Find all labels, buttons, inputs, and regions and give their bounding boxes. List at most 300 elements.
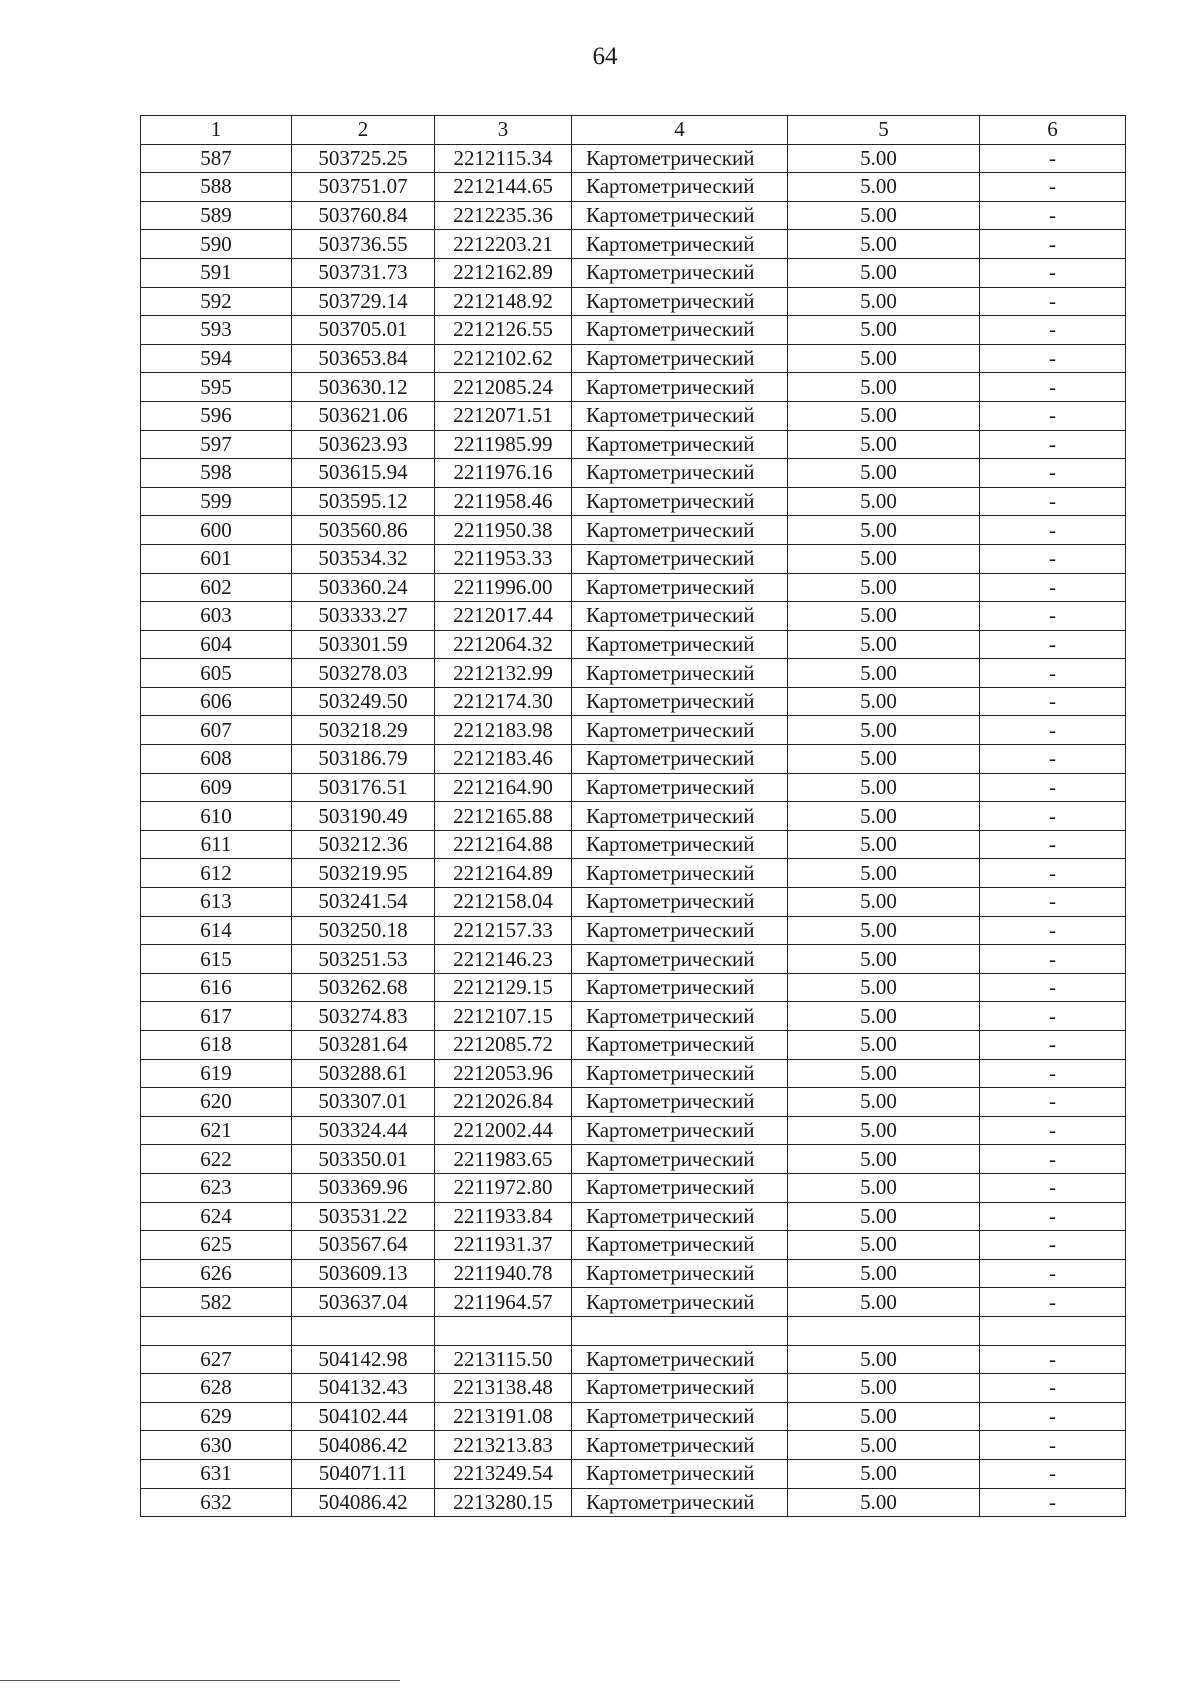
cell-accuracy: 5.00 xyxy=(788,1173,980,1202)
cell-coord-y: 2212164.89 xyxy=(435,859,572,888)
cell-coord-y: 2211983.65 xyxy=(435,1145,572,1174)
cell-coord-y: 2213280.15 xyxy=(435,1488,572,1517)
cell-point-number: 618 xyxy=(141,1031,292,1060)
cell-coord-x: 504086.42 xyxy=(292,1431,435,1460)
cell-note: - xyxy=(980,745,1126,774)
cell-method: Картометрический xyxy=(572,1088,788,1117)
cell-coord-x: 503262.68 xyxy=(292,973,435,1002)
table-row xyxy=(141,1374,1126,1403)
cell-coord-x: 503218.29 xyxy=(292,716,435,745)
cell-point-number: 602 xyxy=(141,573,292,602)
cell-coord-x: 504142.98 xyxy=(292,1345,435,1374)
cell-coord-x: 503219.95 xyxy=(292,859,435,888)
cell-coord-y: 2212146.23 xyxy=(435,945,572,974)
table-row xyxy=(141,258,1126,287)
table-row xyxy=(141,945,1126,974)
cell-method: Картометрический xyxy=(572,687,788,716)
table-row xyxy=(141,859,1126,888)
cell-accuracy: 5.00 xyxy=(788,716,980,745)
cell-method: Картометрический xyxy=(572,1431,788,1460)
cell-accuracy: 5.00 xyxy=(788,1145,980,1174)
cell-point-number: 594 xyxy=(141,344,292,373)
cell-coord-y: 2213213.83 xyxy=(435,1431,572,1460)
header-cell-3: 3 xyxy=(435,116,572,145)
table-header xyxy=(141,116,1126,145)
header-cell-6: 6 xyxy=(980,116,1126,145)
footer-line xyxy=(0,1680,400,1681)
cell-method: Картометрический xyxy=(572,602,788,631)
cell-method: Картометрический xyxy=(572,1374,788,1403)
cell-accuracy: 5.00 xyxy=(788,230,980,259)
cell-note: - xyxy=(980,916,1126,945)
cell-coord-x: 503249.50 xyxy=(292,687,435,716)
cell-coord-x xyxy=(292,1316,435,1345)
cell-method: Картометрический xyxy=(572,487,788,516)
cell-note: - xyxy=(980,487,1126,516)
cell-method: Картометрический xyxy=(572,401,788,430)
cell-coord-x: 503301.59 xyxy=(292,630,435,659)
cell-note: - xyxy=(980,459,1126,488)
cell-method: Картометрический xyxy=(572,945,788,974)
cell-point-number xyxy=(141,1316,292,1345)
cell-point-number: 632 xyxy=(141,1488,292,1517)
table-row xyxy=(141,1288,1126,1317)
cell-method: Картометрический xyxy=(572,1231,788,1260)
cell-point-number: 612 xyxy=(141,859,292,888)
cell-note: - xyxy=(980,602,1126,631)
cell-coord-y: 2212132.99 xyxy=(435,659,572,688)
cell-coord-y: 2212085.24 xyxy=(435,373,572,402)
table-row xyxy=(141,1431,1126,1460)
cell-coord-x: 503274.83 xyxy=(292,1002,435,1031)
table-row xyxy=(141,144,1126,173)
table-row xyxy=(141,516,1126,545)
cell-point-number: 626 xyxy=(141,1259,292,1288)
cell-coord-y: 2212017.44 xyxy=(435,602,572,631)
cell-point-number: 631 xyxy=(141,1459,292,1488)
cell-accuracy: 5.00 xyxy=(788,573,980,602)
cell-note: - xyxy=(980,1345,1126,1374)
cell-point-number: 599 xyxy=(141,487,292,516)
cell-note: - xyxy=(980,1031,1126,1060)
header-cell-4: 4 xyxy=(572,116,788,145)
cell-accuracy: 5.00 xyxy=(788,487,980,516)
cell-method: Картометрический xyxy=(572,573,788,602)
cell-coord-x: 503190.49 xyxy=(292,802,435,831)
cell-method: Картометрический xyxy=(572,1031,788,1060)
cell-coord-y: 2213249.54 xyxy=(435,1459,572,1488)
table-row xyxy=(141,1031,1126,1060)
cell-point-number: 609 xyxy=(141,773,292,802)
cell-accuracy xyxy=(788,1316,980,1345)
cell-coord-x: 503637.04 xyxy=(292,1288,435,1317)
cell-point-number: 590 xyxy=(141,230,292,259)
table-row xyxy=(141,1002,1126,1031)
table-row xyxy=(141,1116,1126,1145)
cell-coord-y: 2212164.88 xyxy=(435,830,572,859)
cell-method: Картометрический xyxy=(572,373,788,402)
cell-coord-y: 2211985.99 xyxy=(435,430,572,459)
table-row xyxy=(141,659,1126,688)
cell-accuracy: 5.00 xyxy=(788,1374,980,1403)
cell-accuracy: 5.00 xyxy=(788,1431,980,1460)
cell-accuracy: 5.00 xyxy=(788,916,980,945)
page-number: 64 xyxy=(592,43,618,70)
cell-point-number: 592 xyxy=(141,287,292,316)
cell-accuracy: 5.00 xyxy=(788,1088,980,1117)
cell-note: - xyxy=(980,516,1126,545)
cell-method: Картометрический xyxy=(572,1116,788,1145)
cell-note: - xyxy=(980,802,1126,831)
cell-note: - xyxy=(980,888,1126,917)
table-row xyxy=(141,1059,1126,1088)
cell-point-number: 604 xyxy=(141,630,292,659)
table-row xyxy=(141,230,1126,259)
cell-method: Картометрический xyxy=(572,1402,788,1431)
table-row xyxy=(141,316,1126,345)
cell-coord-y: 2211933.84 xyxy=(435,1202,572,1231)
cell-method: Картометрический xyxy=(572,201,788,230)
cell-accuracy: 5.00 xyxy=(788,830,980,859)
cell-coord-y: 2212064.32 xyxy=(435,630,572,659)
cell-method: Картометрический xyxy=(572,888,788,917)
table-row xyxy=(141,373,1126,402)
cell-note: - xyxy=(980,973,1126,1002)
table-row xyxy=(141,173,1126,202)
cell-note: - xyxy=(980,1002,1126,1031)
cell-coord-y: 2212157.33 xyxy=(435,916,572,945)
cell-note: - xyxy=(980,173,1126,202)
table-body xyxy=(141,144,1126,1517)
cell-note: - xyxy=(980,630,1126,659)
cell-accuracy: 5.00 xyxy=(788,1459,980,1488)
cell-method: Картометрический xyxy=(572,630,788,659)
cell-coord-y: 2212162.89 xyxy=(435,258,572,287)
cell-coord-y: 2212183.98 xyxy=(435,716,572,745)
cell-accuracy: 5.00 xyxy=(788,1288,980,1317)
cell-point-number: 622 xyxy=(141,1145,292,1174)
table-row xyxy=(141,1145,1126,1174)
cell-point-number: 610 xyxy=(141,802,292,831)
cell-coord-x: 503623.93 xyxy=(292,430,435,459)
cell-coord-x: 503250.18 xyxy=(292,916,435,945)
cell-point-number: 611 xyxy=(141,830,292,859)
cell-coord-y: 2212144.65 xyxy=(435,173,572,202)
cell-method: Картометрический xyxy=(572,745,788,774)
cell-coord-y: 2212002.44 xyxy=(435,1116,572,1145)
cell-method: Картометрический xyxy=(572,1059,788,1088)
cell-coord-x: 503360.24 xyxy=(292,573,435,602)
header-row xyxy=(141,116,1126,145)
table-row xyxy=(141,1488,1126,1517)
table-row xyxy=(141,1231,1126,1260)
table-row xyxy=(141,1202,1126,1231)
cell-point-number: 630 xyxy=(141,1431,292,1460)
cell-point-number: 597 xyxy=(141,430,292,459)
cell-note: - xyxy=(980,716,1126,745)
cell-coord-y: 2213138.48 xyxy=(435,1374,572,1403)
cell-coord-x: 503705.01 xyxy=(292,316,435,345)
cell-coord-x: 503615.94 xyxy=(292,459,435,488)
cell-accuracy: 5.00 xyxy=(788,287,980,316)
table-row xyxy=(141,344,1126,373)
table-row xyxy=(141,1088,1126,1117)
cell-point-number: 617 xyxy=(141,1002,292,1031)
table-row xyxy=(141,916,1126,945)
cell-accuracy: 5.00 xyxy=(788,1031,980,1060)
cell-point-number: 591 xyxy=(141,258,292,287)
cell-note: - xyxy=(980,201,1126,230)
cell-note: - xyxy=(980,1231,1126,1260)
cell-coord-x: 503729.14 xyxy=(292,287,435,316)
cell-coord-y: 2213191.08 xyxy=(435,1402,572,1431)
cell-coord-x: 503350.01 xyxy=(292,1145,435,1174)
cell-point-number: 600 xyxy=(141,516,292,545)
cell-note: - xyxy=(980,1431,1126,1460)
cell-note: - xyxy=(980,344,1126,373)
cell-coord-y: 2213115.50 xyxy=(435,1345,572,1374)
cell-note: - xyxy=(980,144,1126,173)
table-row xyxy=(141,745,1126,774)
cell-method: Картометрический xyxy=(572,230,788,259)
cell-note: - xyxy=(980,373,1126,402)
cell-accuracy: 5.00 xyxy=(788,945,980,974)
coordinates-table xyxy=(140,115,1126,1517)
table-row xyxy=(141,1345,1126,1374)
cell-point-number: 615 xyxy=(141,945,292,974)
cell-accuracy: 5.00 xyxy=(788,1259,980,1288)
cell-accuracy: 5.00 xyxy=(788,1116,980,1145)
cell-method: Картометрический xyxy=(572,1202,788,1231)
cell-method: Картометрический xyxy=(572,1259,788,1288)
cell-coord-y: 2211964.57 xyxy=(435,1288,572,1317)
cell-coord-y xyxy=(435,1316,572,1345)
table-row xyxy=(141,1259,1126,1288)
table-row xyxy=(141,573,1126,602)
cell-note: - xyxy=(980,945,1126,974)
cell-method: Картометрический xyxy=(572,859,788,888)
cell-coord-y: 2212102.62 xyxy=(435,344,572,373)
cell-point-number: 603 xyxy=(141,602,292,631)
cell-note: - xyxy=(980,687,1126,716)
cell-accuracy: 5.00 xyxy=(788,401,980,430)
cell-coord-x: 503760.84 xyxy=(292,201,435,230)
table-row xyxy=(141,1459,1126,1488)
table-row xyxy=(141,973,1126,1002)
cell-note: - xyxy=(980,1488,1126,1517)
cell-point-number: 614 xyxy=(141,916,292,945)
cell-point-number: 601 xyxy=(141,544,292,573)
cell-point-number: 598 xyxy=(141,459,292,488)
cell-coord-y: 2211972.80 xyxy=(435,1173,572,1202)
cell-coord-x: 503307.01 xyxy=(292,1088,435,1117)
cell-method: Картометрический xyxy=(572,1488,788,1517)
cell-accuracy: 5.00 xyxy=(788,802,980,831)
cell-note: - xyxy=(980,1116,1126,1145)
cell-coord-y: 2211996.00 xyxy=(435,573,572,602)
cell-accuracy: 5.00 xyxy=(788,373,980,402)
cell-method: Картометрический xyxy=(572,258,788,287)
cell-method: Картометрический xyxy=(572,430,788,459)
table-row xyxy=(141,802,1126,831)
cell-method xyxy=(572,1316,788,1345)
cell-method: Картометрический xyxy=(572,544,788,573)
cell-point-number: 616 xyxy=(141,973,292,1002)
cell-coord-x: 504071.11 xyxy=(292,1459,435,1488)
cell-note: - xyxy=(980,659,1126,688)
cell-coord-y: 2212174.30 xyxy=(435,687,572,716)
table-row xyxy=(141,1173,1126,1202)
cell-point-number: 587 xyxy=(141,144,292,173)
cell-note: - xyxy=(980,1202,1126,1231)
cell-method: Картометрический xyxy=(572,173,788,202)
cell-point-number: 596 xyxy=(141,401,292,430)
cell-coord-x: 503560.86 xyxy=(292,516,435,545)
cell-coord-x: 503251.53 xyxy=(292,945,435,974)
cell-accuracy: 5.00 xyxy=(788,516,980,545)
cell-point-number: 589 xyxy=(141,201,292,230)
cell-note: - xyxy=(980,1259,1126,1288)
cell-accuracy: 5.00 xyxy=(788,745,980,774)
cell-coord-x: 503736.55 xyxy=(292,230,435,259)
cell-method: Картометрический xyxy=(572,973,788,1002)
cell-method: Картометрический xyxy=(572,773,788,802)
table-row xyxy=(141,830,1126,859)
cell-coord-y: 2211950.38 xyxy=(435,516,572,545)
cell-coord-y: 2212129.15 xyxy=(435,973,572,1002)
cell-point-number: 629 xyxy=(141,1402,292,1431)
cell-method: Картометрический xyxy=(572,802,788,831)
cell-method: Картометрический xyxy=(572,516,788,545)
table-row xyxy=(141,630,1126,659)
cell-method: Картометрический xyxy=(572,459,788,488)
cell-method: Картометрический xyxy=(572,659,788,688)
table-row xyxy=(141,888,1126,917)
cell-note: - xyxy=(980,544,1126,573)
cell-note xyxy=(980,1316,1126,1345)
cell-coord-x: 503609.13 xyxy=(292,1259,435,1288)
cell-coord-y: 2211940.78 xyxy=(435,1259,572,1288)
cell-accuracy: 5.00 xyxy=(788,258,980,287)
cell-coord-x: 503288.61 xyxy=(292,1059,435,1088)
cell-coord-y: 2211976.16 xyxy=(435,459,572,488)
cell-note: - xyxy=(980,1173,1126,1202)
cell-coord-x: 503725.25 xyxy=(292,144,435,173)
cell-coord-y: 2212165.88 xyxy=(435,802,572,831)
cell-coord-x: 503281.64 xyxy=(292,1031,435,1060)
cell-note: - xyxy=(980,230,1126,259)
cell-method: Картометрический xyxy=(572,1288,788,1317)
cell-note: - xyxy=(980,1288,1126,1317)
cell-note: - xyxy=(980,430,1126,459)
cell-point-number: 628 xyxy=(141,1374,292,1403)
cell-point-number: 593 xyxy=(141,316,292,345)
cell-accuracy: 5.00 xyxy=(788,602,980,631)
cell-point-number: 627 xyxy=(141,1345,292,1374)
cell-coord-y: 2211958.46 xyxy=(435,487,572,516)
cell-coord-y: 2212148.92 xyxy=(435,287,572,316)
cell-point-number: 621 xyxy=(141,1116,292,1145)
cell-coord-y: 2212026.84 xyxy=(435,1088,572,1117)
table-row xyxy=(141,401,1126,430)
cell-accuracy: 5.00 xyxy=(788,859,980,888)
cell-point-number: 613 xyxy=(141,888,292,917)
cell-point-number: 624 xyxy=(141,1202,292,1231)
cell-method: Картометрический xyxy=(572,344,788,373)
cell-coord-y: 2212164.90 xyxy=(435,773,572,802)
table-row xyxy=(141,544,1126,573)
cell-coord-y: 2212183.46 xyxy=(435,745,572,774)
cell-method: Картометрический xyxy=(572,916,788,945)
cell-coord-x: 503333.27 xyxy=(292,602,435,631)
cell-coord-x: 503595.12 xyxy=(292,487,435,516)
cell-coord-x: 504102.44 xyxy=(292,1402,435,1431)
cell-coord-x: 503176.51 xyxy=(292,773,435,802)
cell-accuracy: 5.00 xyxy=(788,173,980,202)
cell-coord-y: 2212126.55 xyxy=(435,316,572,345)
cell-coord-x: 503278.03 xyxy=(292,659,435,688)
cell-method: Картометрический xyxy=(572,1173,788,1202)
cell-coord-x: 503534.32 xyxy=(292,544,435,573)
cell-accuracy: 5.00 xyxy=(788,1402,980,1431)
cell-accuracy: 5.00 xyxy=(788,773,980,802)
cell-coord-y: 2212158.04 xyxy=(435,888,572,917)
table-row xyxy=(141,459,1126,488)
cell-point-number: 607 xyxy=(141,716,292,745)
cell-note: - xyxy=(980,1402,1126,1431)
cell-accuracy: 5.00 xyxy=(788,430,980,459)
cell-coord-x: 504086.42 xyxy=(292,1488,435,1517)
cell-coord-x: 504132.43 xyxy=(292,1374,435,1403)
cell-accuracy: 5.00 xyxy=(788,687,980,716)
cell-note: - xyxy=(980,1374,1126,1403)
cell-accuracy: 5.00 xyxy=(788,888,980,917)
header-cell-1: 1 xyxy=(141,116,292,145)
cell-coord-x: 503621.06 xyxy=(292,401,435,430)
cell-accuracy: 5.00 xyxy=(788,1202,980,1231)
cell-accuracy: 5.00 xyxy=(788,316,980,345)
table-row xyxy=(141,287,1126,316)
cell-coord-x: 503324.44 xyxy=(292,1116,435,1145)
cell-coord-y: 2212235.36 xyxy=(435,201,572,230)
cell-coord-y: 2211953.33 xyxy=(435,544,572,573)
cell-note: - xyxy=(980,401,1126,430)
cell-coord-x: 503653.84 xyxy=(292,344,435,373)
cell-coord-x: 503630.12 xyxy=(292,373,435,402)
cell-method: Картометрический xyxy=(572,830,788,859)
cell-coord-y: 2212071.51 xyxy=(435,401,572,430)
cell-point-number: 582 xyxy=(141,1288,292,1317)
cell-note: - xyxy=(980,1059,1126,1088)
cell-accuracy: 5.00 xyxy=(788,459,980,488)
cell-coord-x: 503731.73 xyxy=(292,258,435,287)
cell-accuracy: 5.00 xyxy=(788,544,980,573)
cell-coord-y: 2212203.21 xyxy=(435,230,572,259)
cell-method: Картометрический xyxy=(572,287,788,316)
cell-note: - xyxy=(980,287,1126,316)
cell-note: - xyxy=(980,1088,1126,1117)
table-row xyxy=(141,1402,1126,1431)
cell-method: Картометрический xyxy=(572,1345,788,1374)
cell-point-number: 623 xyxy=(141,1173,292,1202)
cell-coord-x: 503241.54 xyxy=(292,888,435,917)
cell-coord-x: 503369.96 xyxy=(292,1173,435,1202)
cell-point-number: 588 xyxy=(141,173,292,202)
cell-point-number: 608 xyxy=(141,745,292,774)
cell-note: - xyxy=(980,773,1126,802)
cell-note: - xyxy=(980,830,1126,859)
cell-point-number: 620 xyxy=(141,1088,292,1117)
